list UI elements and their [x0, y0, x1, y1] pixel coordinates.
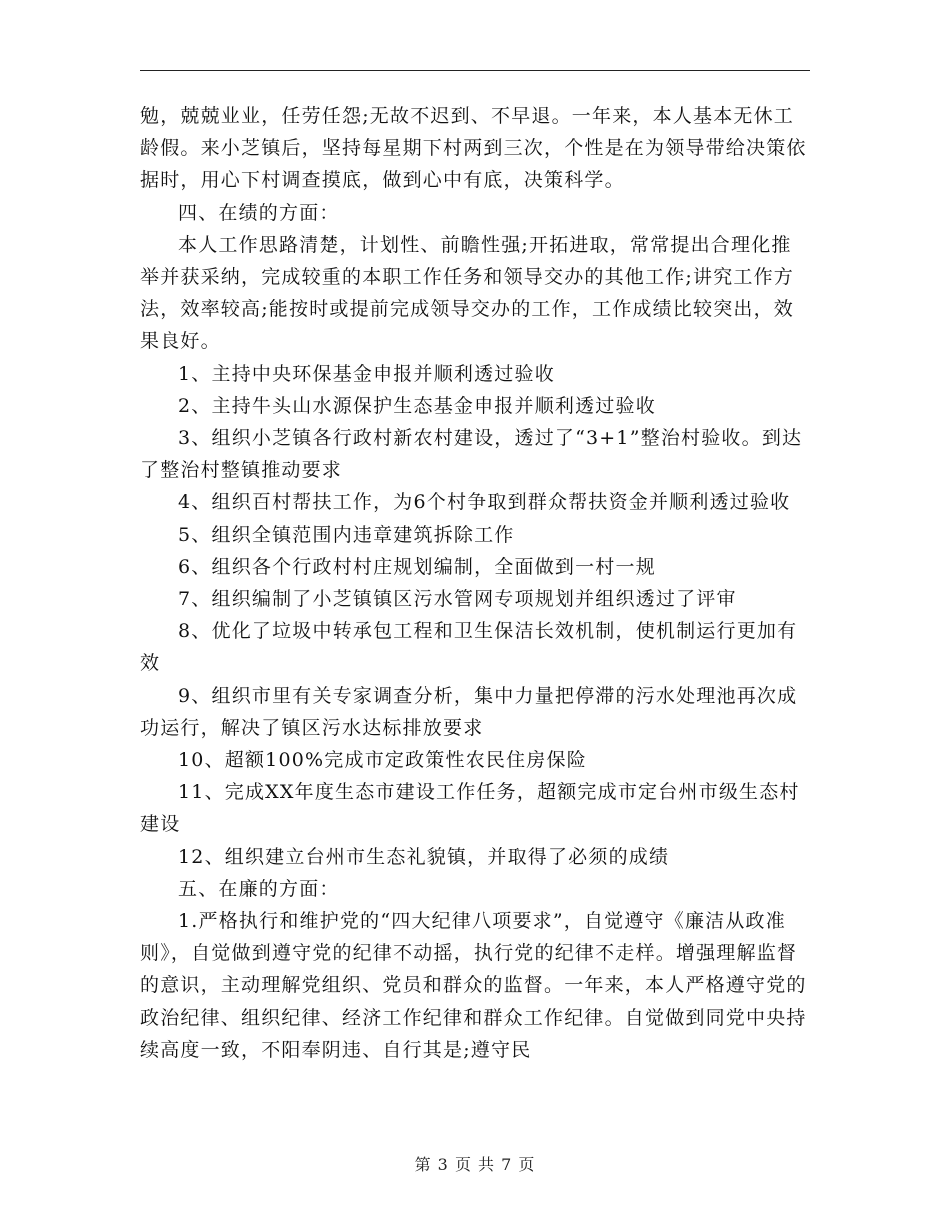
- page-number-footer: 第 3 页 共 7 页: [414, 1155, 536, 1174]
- list-item-6: 6、组织各个行政村村庄规划编制，全面做到一村一规: [178, 555, 656, 578]
- list-item-7: 7、组织编制了小芝镇镇区污水管网专项规划并组织透过了评审: [178, 588, 737, 611]
- paragraph-1: 勉，兢兢业业，任劳任怨;无故不迟到、不早退。一年来，本人基本无休工龄假。来小芝镇后，坚持每星期下村两到三次，个性是在为领导带给决策依据时，用心下村调查摸底，做到心中有底，决策科学。: [140, 105, 807, 192]
- list-item-9: 9、组织市里有关专家调查分析，集中力量把停滞的污水处理池再次成功运行，解决了镇区污水达标排放要求: [140, 684, 798, 739]
- list-item-12: 12、组织建立台州市生态礼貌镇，并取得了必须的成绩: [178, 845, 670, 868]
- paragraph-3: 本人工作思路清楚，计划性、前瞻性强;开拓进取，常常提出合理化推举并获采纳，完成较重的本职工作任务和领导交办的其他工作;讲究工作方法，效率较高;能按时或提前完成领导交办的工作，工作成绩比较突出，效果良好。: [140, 233, 795, 353]
- header-rule: [140, 70, 810, 71]
- section-heading-integrity: 五、在廉的方面：: [178, 877, 340, 900]
- paragraph-integrity-1: 1.严格执行和维护党的“四大纪律八项要求”，自觉遵守《廉洁从政准则》，自觉做到遵守党的纪律不动摇，执行党的纪律不走样。增强理解监督的意识，主动理解党组织、党员和群众的监督。一年来，本人严格遵守党的政治纪律、组织纪律、经济工作纪律和群众工作纪律。自觉做到同党中央持续高度一致，不阳奉阴违、自行其是;遵守民: [140, 910, 807, 1061]
- list-item-8: 8、优化了垃圾中转承包工程和卫生保洁长效机制，使机制运行更加有效: [140, 620, 798, 675]
- list-item-2: 2、主持牛头山水源保护生态基金申报并顺利透过验收: [178, 394, 656, 417]
- section-heading-performance: 四、在绩的方面：: [178, 201, 340, 224]
- list-item-3: 3、组织小芝镇各行政村新农村建设，透过了“3+1”整治村验收。到达了整治村整镇推动要求: [140, 427, 803, 482]
- list-item-1: 1、主持中央环保基金申报并顺利透过验收: [178, 362, 555, 385]
- document-body: [140, 100, 810, 1066]
- list-item-4: 4、组织百村帮扶工作，为6个村争取到群众帮扶资金并顺利透过验收: [178, 491, 791, 514]
- list-item-11: 11、完成XX年度生态市建设工作任务，超额完成市定台州市级生态村建设: [140, 781, 800, 836]
- list-item-10: 10、超额100%完成市定政策性农民住房保险: [178, 749, 587, 772]
- list-item-5: 5、组织全镇范围内违章建筑拆除工作: [178, 523, 515, 546]
